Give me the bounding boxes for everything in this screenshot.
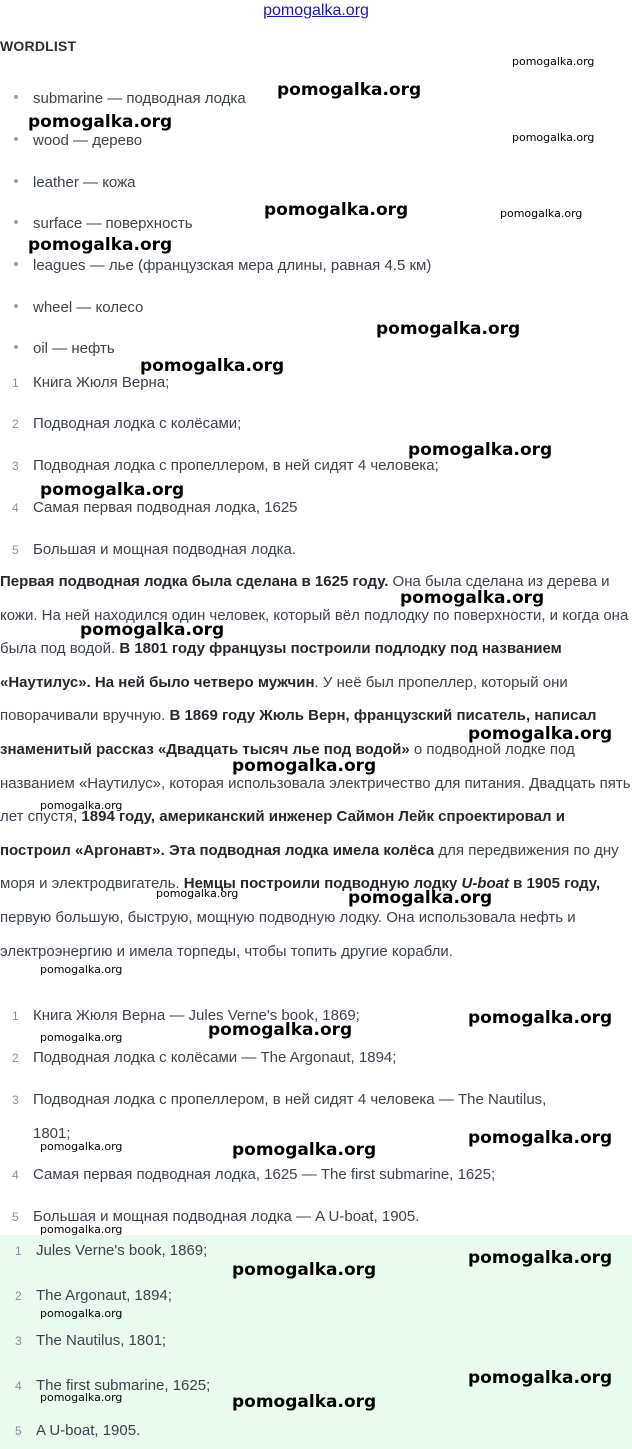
main-paragraph: Первая подводная лодка была сделана в 1625 году. Она была сделана из дерева и кожи. На ней находился один человек, который вёл подлодку по поверхности, и когда она была под водой. В 1801 году французы построили подлодку под названием «Наутилус». На ней было четверо мужчин. У неё был пропеллер, который они поворачивали вручную. В 1869 году Жюль Верн, французский писатель, написал знаменитый рассказ «Двадцать тысяч лье под водой» о подводной лодке под названием «Наутилус», которая использовала электричество для питания. Двадцать пять лет спустя, 1894 году, американский инженер Саймон Лейк спроектировал и построил «Аргонавт». Эта подводная лодка имела колёса для передвижения по дну моря и электродвигатель. Немцы построили подводную лодку U-boat в 1905 году, первую большую, быструю, мощную подводную лодку. Она использовала нефть и электроэнергию и имела торпеды, чтобы топить другие корабли. bbox=[0, 573, 631, 960]
watermark: pomogalka.org bbox=[40, 1391, 123, 1404]
bullet-icon bbox=[14, 345, 18, 349]
watermark: pomogalka.org bbox=[40, 1140, 123, 1153]
watermark: pomogalka.org bbox=[264, 200, 409, 220]
bullet-icon bbox=[14, 220, 18, 224]
bullet-icon bbox=[14, 262, 18, 266]
watermark: pomogalka.org bbox=[468, 1008, 613, 1028]
watermark: pomogalka.org bbox=[348, 888, 493, 908]
watermark: pomogalka.org bbox=[468, 1368, 613, 1388]
watermark: pomogalka.org bbox=[512, 55, 595, 68]
watermark: pomogalka.org bbox=[468, 1128, 613, 1148]
bullet-icon bbox=[14, 95, 18, 99]
watermark: pomogalka.org bbox=[208, 1020, 353, 1040]
watermark: pomogalka.org bbox=[277, 80, 422, 100]
watermark: pomogalka.org bbox=[232, 756, 377, 776]
bullet-icon bbox=[14, 304, 18, 308]
watermark: pomogalka.org bbox=[40, 963, 123, 976]
watermark: pomogalka.org bbox=[232, 1392, 377, 1412]
top-site-link[interactable]: pomogalka.org bbox=[263, 2, 369, 19]
watermark: pomogalka.org bbox=[156, 887, 239, 900]
watermark: pomogalka.org bbox=[140, 356, 285, 376]
watermark: pomogalka.org bbox=[376, 319, 521, 339]
watermark: pomogalka.org bbox=[40, 1031, 123, 1044]
watermark: pomogalka.org bbox=[400, 588, 545, 608]
watermark: pomogalka.org bbox=[40, 480, 185, 500]
watermark: pomogalka.org bbox=[232, 1140, 377, 1160]
watermark: pomogalka.org bbox=[28, 235, 173, 255]
watermark: pomogalka.org bbox=[40, 1307, 123, 1320]
watermark: pomogalka.org bbox=[40, 799, 123, 812]
watermark: pomogalka.org bbox=[40, 1223, 123, 1236]
watermark: pomogalka.org bbox=[28, 112, 173, 132]
watermark: pomogalka.org bbox=[468, 1248, 613, 1268]
watermark: pomogalka.org bbox=[80, 620, 225, 640]
watermark: pomogalka.org bbox=[512, 131, 595, 144]
wordlist-heading: WORDLIST bbox=[0, 38, 77, 54]
watermark: pomogalka.org bbox=[500, 207, 583, 220]
watermark: pomogalka.org bbox=[232, 1260, 377, 1280]
bullet-icon bbox=[14, 179, 18, 183]
watermark: pomogalka.org bbox=[468, 724, 613, 744]
watermark: pomogalka.org bbox=[408, 440, 553, 460]
bullet-icon bbox=[14, 137, 18, 141]
